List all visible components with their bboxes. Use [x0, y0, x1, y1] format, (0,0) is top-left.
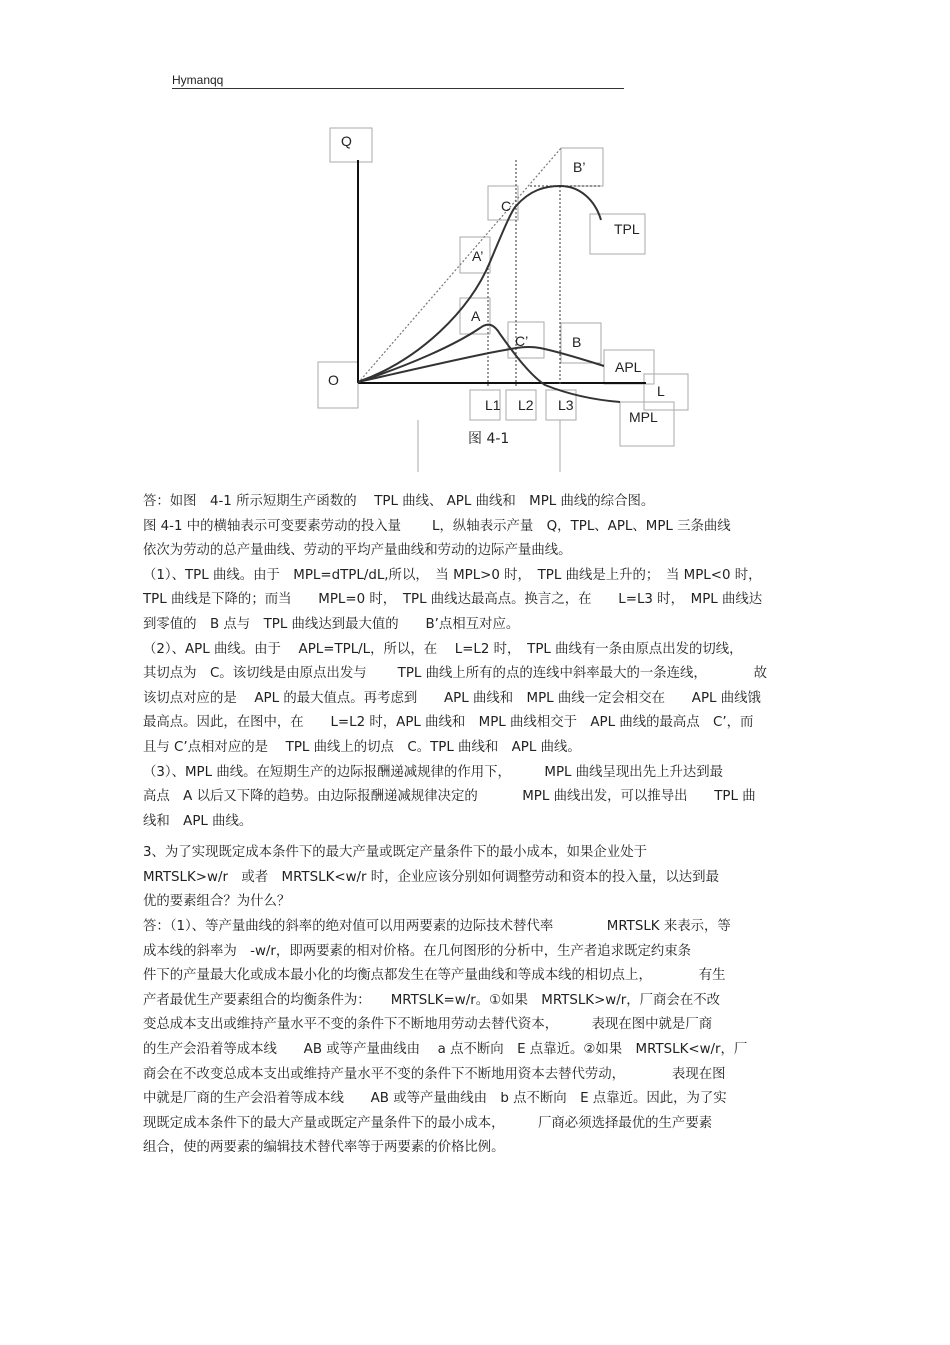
b-prime-label: B’: [573, 159, 586, 175]
answer-1-line: 依次为劳动的总产量曲线、劳动的平均产量曲线和劳动的边际产量曲线。: [143, 543, 572, 559]
answer-1-line: 线和 APL 曲线。: [143, 813, 253, 829]
production-function-figure: [0, 0, 950, 480]
answer-3-line: 产者最优生产要素组合的均衡条件为： MRTSLK=w/r。①如果 MRTSLK>w/r，厂商会在不改: [143, 992, 721, 1008]
question-3-line: 3、为了实现既定成本条件下的最大产量或既定产量条件下的最小成本，如果企业处于: [143, 845, 647, 860]
answer-3-line: 成本线的斜率为 -w/r，即两要素的相对价格。在几何图形的分析中，生产者追求既定约束条: [143, 943, 692, 959]
answer-3: [143, 915, 808, 1161]
answer-3-line: 的生产会沿着等成本线 AB 或等产量曲线由 a 点不断向 E 点靠近。②如果 MRTSLK<w/r，厂: [143, 1041, 748, 1057]
answer-3-line: 组合，使的两要素的编辑技术替代率等于两要素的价格比例。: [143, 1140, 505, 1156]
figure-caption: 图 4-1: [468, 431, 510, 447]
l2-label: L2: [518, 397, 534, 413]
tpl-curve: [358, 186, 601, 382]
answer-1-line: 其切点为 C。该切线是由原点出发与 TPL 曲线上所有的点的连线中斜率最大的一条连线， 故: [143, 666, 768, 682]
answer-3-line: 变总成本支出或维持产量水平不变的条件下不断地用劳动去替代资本， 表现在图中就是厂商: [143, 1017, 713, 1033]
l-axis-label: L: [657, 383, 665, 399]
c-label: C: [501, 198, 512, 214]
answer-1-line: 答：如图 4-1 所示短期生产函数的 TPL 曲线、 APL 曲线和 MPL 曲线的综合图。: [143, 494, 655, 509]
tpl-label: TPL: [614, 221, 640, 237]
a-label: A: [471, 308, 481, 324]
answer-3-line: 商会在不改变总成本支出或维持产量水平不变的条件下不断地用资本去替代劳动， 表现在图: [143, 1066, 726, 1082]
answer-1-line: 该切点对应的是 APL 的最大值点。再考虑到 APL 曲线和 MPL 曲线一定会相交在 APL 曲线饿: [143, 690, 761, 706]
l1-label: L1: [485, 397, 501, 413]
question-3-line: 优的要素组合？为什么？: [143, 894, 291, 910]
answer-3-line: 答：（1）、等产量曲线的斜率的绝对值可以用两要素的边际技术替代率 MRTSLK 来表示，等: [143, 919, 731, 934]
question-3-line: MRTSLK>w/r 或者 MRTSLK<w/r 时，企业应该分别如何调整劳动和资本的投入量，以达到最: [143, 869, 719, 885]
origin-label: O: [328, 372, 339, 388]
b-label: B: [572, 334, 582, 350]
answer-1-line: （2）、APL 曲线。由于 APL=TPL/L，所以，在 L=L2 时， TPL 曲线有一条由原点出发的切线，: [143, 641, 743, 657]
q-label: Q: [341, 133, 352, 149]
answer-1-line: （3）、MPL 曲线。在短期生产的边际报酬递减规律的作用下， MPL 曲线呈现出先上升达到最: [143, 764, 724, 780]
answer-1-line: TPL 曲线是下降的；而当 MPL=0 时， TPL 曲线达最高点。换言之，在 L=L3 时， MPL 曲线达: [143, 592, 763, 608]
answer-3-line: 现既定成本条件下的最大产量或既定产量条件下的最小成本， 厂商必须选择最优的生产要素: [143, 1115, 713, 1131]
answer-1-line: 图 4-1 中的横轴表示可变要素劳动的投入量 L，纵轴表示产量 Q，TPL、APL、MPL 三条曲线: [143, 518, 731, 534]
l3-label: L3: [558, 397, 574, 413]
answer-1-line: 最高点。因此，在图中，在 L=L2 时，APL 曲线和 MPL 曲线相交于 APL 曲线的最高点 C’，而: [143, 715, 754, 731]
answer-3-line: 件下的产量最大化或成本最小化的均衡点都发生在等产量曲线和等成本线的相切点上， 有生: [143, 968, 726, 984]
c-prime-label: C’: [515, 333, 529, 349]
answer-1-line: （1）、TPL 曲线。由于 MPL=dTPL/dL,所以， 当 MPL>0 时， TPL 曲线是上升的； 当 MPL<0 时，: [143, 567, 762, 583]
mpl-label: MPL: [629, 409, 658, 425]
answer-1-line: 高点 A 以后又下降的趋势。由边际报酬递减规律决定的 MPL 曲线出发，可以推导出 TPL 曲: [143, 789, 756, 805]
answer-1: [143, 490, 808, 834]
answer-3-line: 中就是厂商的生产会沿着等成本线 AB 或等产量曲线由 b 点不断向 E 点靠近。因此，为了实: [143, 1091, 727, 1107]
apl-label: APL: [615, 359, 642, 375]
answer-1-line: 到零值的 B 点与 TPL 曲线达到最大值的 B’点相互对应。: [143, 616, 520, 632]
a-prime-label: A’: [472, 248, 484, 264]
page-header: Hymanqq: [172, 72, 624, 89]
answer-1-line: 且与 C’点相对应的是 TPL 曲线上的切点 C。TPL 曲线和 APL 曲线。: [143, 739, 581, 755]
question-3: [143, 841, 808, 915]
